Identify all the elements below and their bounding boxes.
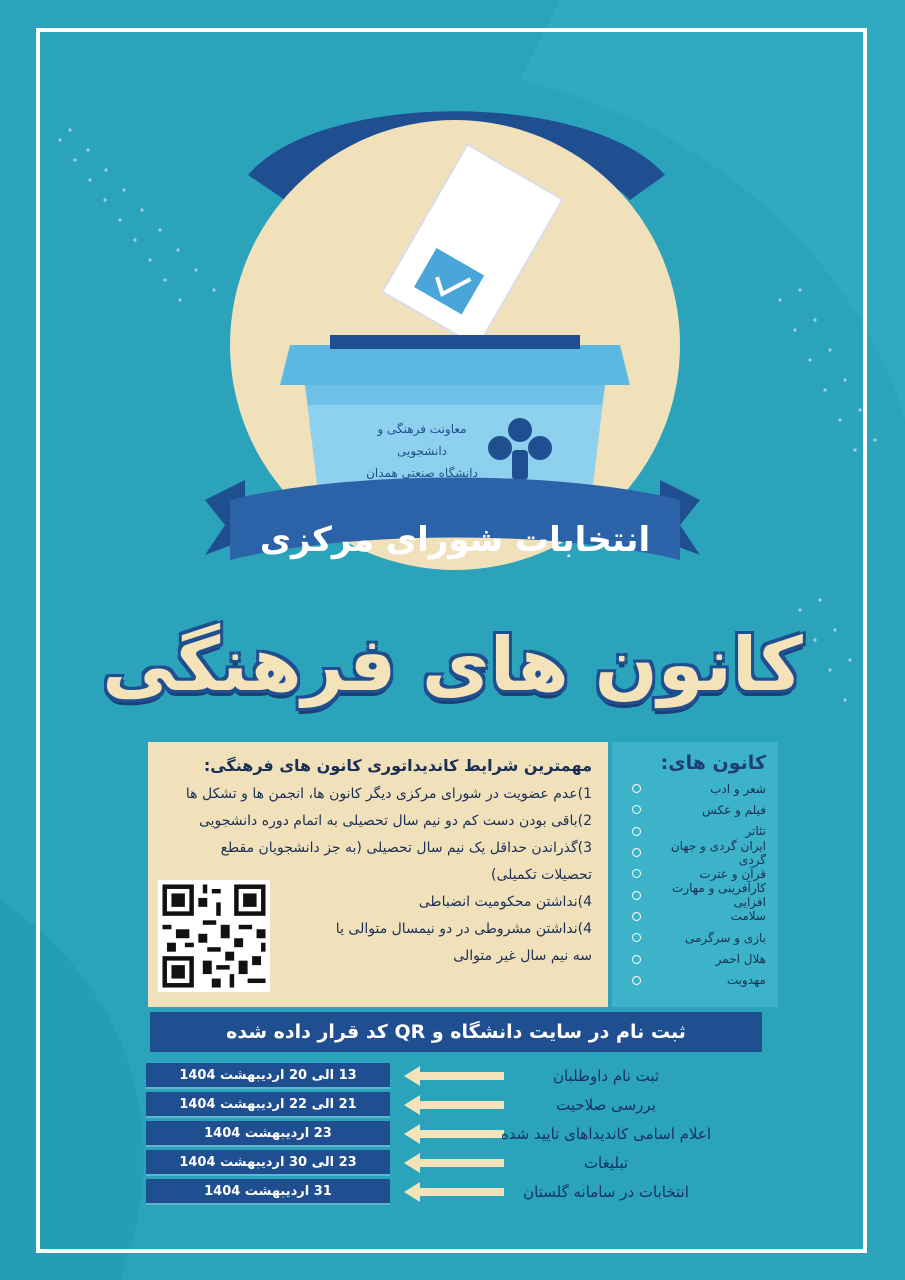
club-label: تئاتر — [745, 824, 766, 839]
club-label: بازی و سرگرمی — [684, 930, 766, 945]
clubs-panel — [612, 742, 778, 1007]
banner-title: انتخابات شورای مرکزی — [259, 520, 651, 560]
bullet-icon — [632, 869, 641, 878]
timeline-label: اعلام اسامی کاندیداهای تایید شده — [500, 1125, 712, 1143]
timeline-row — [146, 1063, 766, 1089]
bullet-icon — [632, 805, 641, 814]
bullet-icon — [632, 912, 641, 921]
logo-line-2: دانشگاه صنعتی همدان — [366, 466, 478, 480]
condition-item: 4)نداشتن محکومیت انضباطی — [418, 894, 592, 910]
club-label: مهدویت — [726, 973, 766, 988]
timeline-date: 23 الی 30 اردیبهشت 1404 — [146, 1150, 390, 1176]
club-item — [624, 881, 766, 910]
clubs-title: کانون های: — [660, 752, 766, 774]
bullet-icon — [632, 827, 641, 836]
club-item — [624, 927, 766, 948]
condition-item: 3)گذراندن حداقل یک نیم سال تحصیلی (به جز دانشجویان مقطع — [220, 840, 592, 856]
timeline-row — [146, 1179, 766, 1205]
club-item — [624, 970, 766, 991]
club-label: فیلم و عکس — [702, 802, 766, 817]
timeline-row — [146, 1092, 766, 1118]
bullet-icon — [632, 976, 641, 985]
timeline-label: بررسی صلاحیت — [556, 1096, 656, 1114]
timeline-label: تبلیغات — [583, 1154, 629, 1172]
condition-item: تحصیلات تکمیلی) — [491, 867, 592, 883]
qr-code[interactable] — [158, 880, 270, 992]
bullet-icon — [632, 891, 641, 900]
condition-item: 2)باقی بودن دست کم دو نیم سال تحصیلی به اتمام دوره دانشجویی — [198, 813, 592, 829]
club-label: شعر و ادب — [710, 781, 766, 796]
club-item — [624, 838, 766, 867]
timeline-label: انتخابات در سامانه گلستان — [523, 1183, 689, 1201]
headline: کانون های فرهنگی — [102, 622, 803, 708]
timeline-date: 23 اردیبهشت 1404 — [146, 1121, 390, 1147]
club-item — [624, 799, 766, 820]
condition-item: 4)نداشتن مشروطی در دو نیمسال متوالی یا — [335, 921, 592, 937]
condition-item: سه نیم سال غیر متوالی — [453, 948, 592, 964]
timeline-row — [146, 1121, 766, 1147]
bullet-icon — [632, 848, 641, 857]
condition-item: 1)عدم عضویت در شورای مرکزی دیگر کانون ها، انجمن ها و تشکل ها — [185, 786, 592, 802]
registration-bar: ثبت نام در سایت دانشگاه و QR کد قرار داده شده — [150, 1012, 762, 1052]
conditions-title: مهمترین شرایط کاندیداتوری کانون های فرهنگی: — [203, 756, 592, 775]
timeline-label: ثبت نام داوطلبان — [552, 1067, 660, 1085]
club-item — [624, 778, 766, 799]
bullet-icon — [632, 933, 641, 942]
bullet-icon — [632, 955, 641, 964]
timeline-row — [146, 1150, 766, 1176]
timeline-date: 21 الی 22 اردیبهشت 1404 — [146, 1092, 390, 1118]
logo-text — [352, 418, 492, 478]
timeline-date: 13 الی 20 اردیبهشت 1404 — [146, 1063, 390, 1089]
bullet-icon — [632, 784, 641, 793]
conditions-panel — [148, 742, 608, 1007]
timeline — [146, 1063, 766, 1205]
club-label: قرآن و عترت — [699, 866, 766, 881]
club-label: هلال احمر — [715, 952, 766, 967]
logo-line-1: معاونت فرهنگی و دانشجویی — [377, 422, 467, 458]
club-item — [624, 948, 766, 969]
club-label: سلامت — [730, 909, 766, 924]
timeline-date: 31 اردیبهشت 1404 — [146, 1179, 390, 1205]
club-label: کارآفرینی و مهارت افزایی — [672, 881, 766, 910]
club-label: ایران گردی و جهان گردی — [670, 838, 766, 867]
